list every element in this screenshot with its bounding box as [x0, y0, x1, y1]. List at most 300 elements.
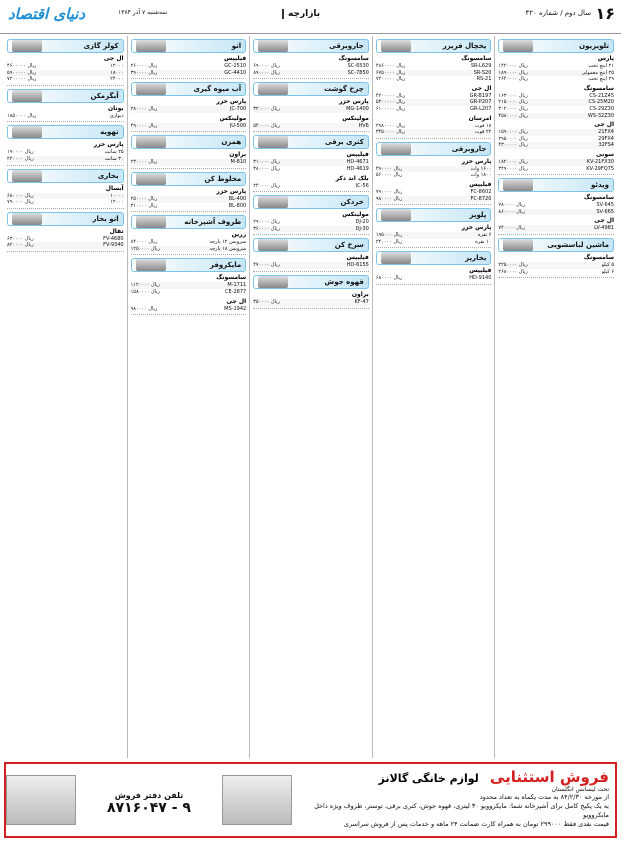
- category-header: [498, 39, 614, 53]
- price-row: [376, 123, 492, 130]
- price-row: [376, 196, 492, 203]
- item-model: ۲۱ اینچ تخت: [588, 63, 614, 69]
- item-price: ۸۴۰۰۰۰ ریال: [130, 239, 158, 246]
- product-thumbnail: [503, 40, 533, 52]
- section-divider: [7, 165, 124, 166]
- product-thumbnail: [136, 173, 166, 185]
- item-price: ۵۶۰۰۰۰ ریال: [375, 172, 403, 179]
- item-price: ۲۴۰۰۰۰ ریال: [375, 238, 403, 245]
- product-thumbnail: [12, 90, 42, 102]
- price-list-grid: [4, 36, 617, 758]
- item-price: ۲۸۰۰۰۰ ریال: [130, 106, 158, 113]
- section-divider: [253, 271, 369, 272]
- category-header: [131, 39, 247, 53]
- price-row: [7, 242, 124, 249]
- section-divider: [376, 284, 492, 285]
- brand-name: بلک اند دکر: [335, 174, 369, 182]
- item-price: ۷۴۰۰۰۰ ریال: [498, 225, 526, 232]
- item-price: ۷۸۰۰۰۰ ریال: [498, 202, 526, 209]
- brand-name: مولینکس: [342, 114, 369, 122]
- price-row: [7, 113, 124, 120]
- section-divider: [498, 234, 614, 235]
- product-thumbnail: [381, 143, 411, 155]
- category-header: [131, 172, 247, 186]
- item-model: ۵ کیلو: [601, 261, 614, 268]
- price-row: [498, 76, 614, 83]
- item-model: HV6: [358, 122, 369, 129]
- page-header: [0, 0, 621, 34]
- item-model: M-810: [230, 159, 247, 166]
- price-row: [498, 209, 614, 216]
- category-header: [131, 258, 247, 272]
- section-divider: [7, 121, 124, 122]
- brand-name: پارس: [597, 55, 614, 62]
- item-price: ۴۸۶۰۰۰۰ ریال: [375, 63, 406, 69]
- category-name: بخاری: [97, 171, 119, 180]
- category-header: [131, 82, 247, 96]
- item-model: ۲۵ سانت: [104, 149, 124, 156]
- brand-name: فیلیپس: [469, 180, 492, 188]
- brand-name: سامسونگ: [583, 84, 614, 92]
- price-row: [376, 63, 492, 70]
- section-divider: [7, 85, 124, 86]
- section-divider: [253, 191, 369, 192]
- item-price: ۳۰۲۰۰۰۰ ریال: [498, 105, 528, 112]
- section-divider: [498, 174, 614, 175]
- item-price: ۲۲۵۰۰۰۰ ریال: [498, 261, 528, 268]
- price-row: [498, 99, 614, 106]
- price-row: [253, 166, 369, 173]
- brand-name: سونی: [596, 150, 614, 158]
- price-row: [253, 219, 369, 226]
- brand-name: سامسونگ: [583, 253, 614, 261]
- price-row: [498, 136, 614, 143]
- item-price: ۵۹۰۰۰۰۰ ریال: [7, 69, 37, 76]
- item-price: ۱۸۹۰۰۰۰ ریال: [498, 69, 528, 76]
- category-header: [376, 39, 492, 53]
- item-model: DJ-20: [355, 219, 369, 226]
- item-model: WS-32Z30: [587, 112, 614, 119]
- category-header: [7, 125, 124, 139]
- price-row: [131, 63, 247, 70]
- section-divider: [253, 234, 369, 235]
- item-model: ۶ نفره: [477, 232, 492, 239]
- brand-name: آبسال: [105, 184, 124, 192]
- item-model: JC-56: [355, 182, 369, 189]
- price-row: [7, 193, 124, 200]
- ad-line-3: قیمت نقدی فقط ۲۹۹۰۰۰ تومان به همراه کارت ضمانت ۲۴ ماهه و خدمات پس از فروش سراسری: [343, 820, 609, 828]
- item-price: ۴۲۰۰۰۰۰ ریال: [375, 92, 406, 99]
- product-thumbnail: [136, 136, 166, 148]
- brand-name: مولینکس: [342, 211, 369, 219]
- price-row: [131, 196, 247, 203]
- category-header: [7, 39, 124, 53]
- item-price: ۶۸۰۰۰۰ ریال: [375, 275, 403, 282]
- item-model: MG-1400: [346, 106, 369, 113]
- ad-media: [6, 764, 292, 836]
- item-model: HD-4671: [346, 159, 369, 166]
- section-divider: [253, 308, 369, 309]
- item-price: ۶۳۰۰۰۰ ریال: [7, 235, 34, 242]
- item-model: 32FS4: [598, 142, 614, 149]
- price-row: [376, 232, 492, 239]
- item-price: ۸۶۰۰۰۰ ریال: [498, 208, 526, 215]
- category-header: [376, 142, 492, 156]
- category-header: [376, 251, 492, 265]
- brand-name: فیلیپس: [346, 254, 369, 262]
- product-thumbnail: [12, 40, 42, 52]
- item-model: M-1711: [227, 282, 247, 289]
- price-row: [253, 159, 369, 166]
- item-model: HD-6155: [346, 262, 369, 269]
- item-model: دیواری: [109, 112, 124, 119]
- section-divider: [7, 251, 124, 252]
- product-thumbnail: [503, 239, 533, 251]
- price-row: [376, 106, 492, 113]
- item-price: ۷۲۰۰۰۰۰ ریال: [7, 76, 37, 83]
- price-row: [376, 93, 492, 100]
- item-model: HD-4619: [346, 165, 369, 172]
- product-thumbnail: [258, 196, 288, 208]
- item-model: ۲۲ فوت: [474, 129, 492, 136]
- product-thumbnail: [136, 216, 166, 228]
- brand-name: فیلیپس: [223, 55, 247, 62]
- item-price: ۷۲۰۰۰۰۰ ریال: [375, 76, 406, 83]
- price-row: [376, 189, 492, 196]
- item-model: ۲۴۰۰۰: [110, 76, 124, 83]
- price-row: [7, 156, 124, 163]
- item-price: ۳۲۰۰۰۰ ریال: [253, 106, 280, 113]
- category-name: تهویه: [100, 128, 119, 137]
- category-name: همزن: [221, 138, 242, 147]
- brand-name: سامسونگ: [583, 194, 614, 202]
- section-divider: [253, 78, 369, 79]
- price-row: [376, 99, 492, 106]
- category-name: کولر گازی: [83, 42, 119, 50]
- price-row: [131, 159, 247, 166]
- date-info: سه‌شنبه ۷ آذر ۱۳۸۴: [118, 9, 168, 16]
- price-row: [253, 183, 369, 190]
- brand-name: فیلیپس: [469, 267, 492, 275]
- category-name: اتو بخار: [92, 214, 119, 223]
- page-number: ۱۶: [595, 4, 615, 23]
- category-header: [498, 178, 614, 192]
- category-name: ویدئو: [590, 181, 609, 190]
- brand-name: ال جی: [226, 297, 247, 305]
- item-price: ۲۲۰۰۰۰ ریال: [7, 155, 34, 162]
- item-model: GR-L207: [470, 105, 492, 112]
- price-row: [498, 93, 614, 100]
- category-name: چرخ گوشت: [324, 85, 364, 94]
- price-row: [7, 70, 124, 77]
- price-row: [253, 106, 369, 113]
- price-row: [498, 70, 614, 77]
- ad-line-2: به یک پکیج کامل برای آشپزخانه شما: مایکروویو ۳۰ لیتری، قهوه جوش، کتری برقی، توستر، ظروف ویژه داخل مایکروویو: [314, 802, 609, 819]
- issue-info: سال دوم / شماره ۴۲۰: [525, 9, 591, 17]
- price-row: [253, 70, 369, 77]
- item-price: ۱۲۵۰۰۰۰ ریال: [130, 245, 160, 252]
- brand-name: پارس خزر: [93, 141, 124, 149]
- category-header: [253, 135, 369, 149]
- price-row: [253, 299, 369, 306]
- item-price: ۱۸۵۰۰۰۰ ریال: [7, 112, 37, 119]
- item-model: ۲۹ اینچ تخت: [588, 76, 614, 83]
- category-name: مایکروفر: [209, 261, 242, 270]
- brand-name: سامسونگ: [461, 55, 492, 62]
- price-row: [131, 70, 247, 77]
- item-price: ۵۳۰۰۰۰۰ ریال: [375, 99, 406, 106]
- brand-name: پارس خزر: [338, 98, 369, 106]
- price-column: [249, 36, 372, 758]
- brand-name: پارس خزر: [461, 224, 492, 232]
- item-model: SC-7850: [347, 69, 369, 76]
- item-model: KV-21FX30: [586, 158, 614, 165]
- price-row: [253, 123, 369, 130]
- item-price: ۶۱۰۰۰۰۰ ریال: [375, 105, 406, 112]
- category-name: بخارپز: [465, 254, 487, 263]
- item-model: MS-1942: [224, 305, 247, 312]
- category-header: [253, 82, 369, 96]
- price-row: [376, 76, 492, 83]
- item-price: ۸۲۰۰۰۰ ریال: [7, 242, 34, 249]
- item-model: FV-4680: [103, 235, 124, 242]
- category-header: [253, 195, 369, 209]
- price-row: [376, 172, 492, 179]
- category-header: [131, 135, 247, 149]
- item-price: ۸۹۰۰۰۰ ریال: [253, 69, 280, 76]
- price-row: [498, 63, 614, 70]
- price-row: [376, 166, 492, 173]
- price-row: [498, 225, 614, 232]
- product-thumbnail: [258, 276, 288, 288]
- item-model: RS-21: [476, 76, 492, 83]
- item-model: ۱۰ نفره: [475, 238, 492, 245]
- price-row: [131, 306, 247, 313]
- price-row: [7, 149, 124, 156]
- item-price: ۳۵۰۰۰۰ ریال: [253, 298, 280, 305]
- item-price: ۹۸۰۰۰۰ ریال: [375, 195, 403, 202]
- price-row: [498, 106, 614, 113]
- ad-title: فروش استثنایی: [489, 768, 609, 786]
- item-price: ۳۸۰۰۰۰ ریال: [253, 165, 280, 172]
- newspaper-logo: دنیای اقتصاد: [8, 5, 86, 23]
- item-price: ۲۹۵۰۰۰۰ ریال: [498, 135, 528, 142]
- section-divider: [131, 78, 247, 79]
- ad-phone-label: تلفن دفتر فروش: [114, 790, 184, 800]
- ad-line-1: از مورخه ۸۴/۲/۳۰ به مدت یکماه به تعداد محدود: [479, 793, 609, 801]
- brand-name: سامسونگ: [338, 55, 369, 62]
- brand-name: فیلیپس: [346, 151, 369, 159]
- item-price: ۳۹۰۰۰۰ ریال: [130, 69, 158, 76]
- section-divider: [376, 138, 492, 139]
- item-model: ۱۸ فوت: [474, 122, 492, 129]
- section-divider: [376, 247, 492, 248]
- brand-name: بوتان: [107, 104, 124, 112]
- item-model: ۱۶۰۰ وات: [470, 165, 492, 172]
- item-price: ۱۵۸۰۰۰۰ ریال: [130, 288, 160, 295]
- brand-name: مولینکس: [219, 114, 247, 122]
- item-model: GC-4410: [224, 69, 247, 76]
- item-price: ۴۶۰۰۰۰۰ ریال: [7, 63, 37, 69]
- category-header: [7, 89, 124, 103]
- item-model: GR-B197: [469, 92, 492, 99]
- price-row: [376, 70, 492, 77]
- item-price: ۵۴۰۰۰۰ ریال: [253, 122, 280, 129]
- price-row: [498, 202, 614, 209]
- price-row: [7, 76, 124, 83]
- category-name: مخلوط کن: [204, 174, 242, 183]
- item-price: ۳۱۰۰۰۰ ریال: [130, 202, 158, 209]
- price-row: [253, 262, 369, 269]
- item-model: SV-645: [596, 202, 614, 209]
- category-name: خردکن: [340, 198, 364, 207]
- category-name: آبگرمکن: [90, 91, 119, 100]
- item-price: ۲۵۰۰۰۰ ریال: [130, 195, 158, 202]
- item-price: ۱۴۲۰۰۰۰ ریال: [498, 63, 528, 69]
- category-name: جاروبرقی: [451, 144, 487, 153]
- section-divider: [131, 254, 247, 255]
- product-thumbnail: [381, 40, 411, 52]
- price-row: [498, 262, 614, 269]
- category-header: [376, 208, 492, 222]
- item-model: 29FX4: [598, 135, 614, 142]
- price-row: [131, 282, 247, 289]
- item-price: ۴۳۰۰۰۰۰ ریال: [498, 142, 528, 149]
- item-model: ۲۵ اینچ معمولی: [581, 69, 614, 76]
- product-thumbnail: [136, 83, 166, 95]
- category-header: [7, 169, 124, 183]
- category-name: پلوپز: [469, 211, 487, 220]
- product-thumbnail: [381, 209, 411, 221]
- price-column: [4, 36, 127, 758]
- section-divider: [131, 314, 247, 315]
- brand-name: پارس خزر: [216, 98, 247, 106]
- price-row: [7, 63, 124, 70]
- category-name: سرخ کن: [334, 241, 364, 250]
- item-price: ۳۱۰۰۰۰ ریال: [253, 159, 280, 166]
- item-price: ۶۸۰۰۰۰ ریال: [7, 192, 34, 199]
- section-title: بازارچه: [282, 9, 320, 19]
- item-model: BL-400: [228, 195, 247, 202]
- product-thumbnail: [136, 40, 166, 52]
- product-thumbnail: [381, 252, 411, 264]
- item-model: FV-9340: [103, 242, 124, 249]
- price-row: [376, 239, 492, 246]
- item-model: CS-21Z45: [589, 92, 614, 99]
- item-model: FC-8602: [470, 188, 492, 195]
- product-thumbnail: [258, 40, 288, 52]
- item-price: ۲۴۰۰۰۰ ریال: [253, 182, 280, 189]
- price-row: [7, 199, 124, 206]
- category-header: [253, 275, 369, 289]
- item-price: ۲۹۸۰۰۰۰ ریال: [375, 122, 406, 129]
- item-model: CS-29Z30: [589, 105, 614, 112]
- item-model: DJ-30: [355, 225, 369, 232]
- category-name: آب میوه گیری: [193, 85, 242, 94]
- product-thumbnail: [258, 136, 288, 148]
- price-row: [253, 226, 369, 233]
- item-model: CS-25M20: [588, 99, 614, 106]
- section-divider: [376, 204, 492, 205]
- section-divider: [131, 211, 247, 212]
- price-column: [127, 36, 250, 758]
- item-price: ۱۵۹۰۰۰۰ ریال: [498, 129, 528, 136]
- price-row: [498, 113, 614, 120]
- item-price: ۲۶۴۰۰۰۰ ریال: [498, 76, 528, 83]
- item-model: ۱۲۰۰۰: [110, 63, 124, 69]
- item-price: ۲۱۵۰۰۰۰ ریال: [498, 99, 528, 106]
- price-row: [376, 129, 492, 136]
- price-row: [498, 269, 614, 276]
- price-row: [131, 239, 247, 246]
- item-model: FC-8720: [470, 195, 492, 202]
- category-name: قهوه جوش: [324, 277, 364, 286]
- price-row: [376, 275, 492, 282]
- item-model: 21FX4: [598, 129, 614, 136]
- item-price: ۲۹۰۰۰۰ ریال: [253, 219, 280, 226]
- item-price: ۳۴۵۰۰۰۰ ریال: [375, 129, 406, 136]
- category-header: [7, 212, 124, 226]
- section-divider: [253, 131, 369, 132]
- section-divider: [131, 168, 247, 169]
- item-model: ۶ کیلو: [601, 268, 614, 275]
- brand-name: تفال: [109, 227, 124, 235]
- item-model: BL-800: [228, 202, 247, 209]
- price-row: [131, 203, 247, 210]
- item-model: GC-2510: [224, 63, 247, 69]
- price-row: [7, 236, 124, 243]
- brand-name: امرسان: [468, 114, 492, 122]
- product-thumbnail: [503, 179, 533, 191]
- item-price: ۶۷۵۰۰۰۰ ریال: [375, 69, 406, 76]
- product-thumbnail: [12, 170, 42, 182]
- kitchen-set-image: [222, 775, 292, 825]
- item-model: KV-29FQ75: [586, 165, 614, 172]
- section-divider: [498, 277, 614, 278]
- item-price: ۱۹۵۰۰۰ ریال: [375, 232, 403, 239]
- brand-name: ال جی: [594, 217, 614, 225]
- price-row: [498, 129, 614, 136]
- price-row: [498, 159, 614, 166]
- category-header: [498, 238, 614, 252]
- item-model: HD-9140: [469, 275, 492, 282]
- brand-name: پارس خزر: [216, 187, 247, 195]
- item-price: ۳۶۰۰۰۰ ریال: [253, 225, 280, 232]
- category-name: یخچال فریزر: [442, 42, 487, 50]
- brand-name: زرین: [231, 231, 247, 239]
- item-price: ۳۴۹۰۰۰۰ ریال: [498, 165, 528, 172]
- price-row: [131, 246, 247, 253]
- item-model: سرویس ۱۲ پارچه: [209, 239, 247, 246]
- brand-name: براون: [229, 151, 247, 159]
- brand-name: ال جی: [471, 84, 492, 92]
- item-price: ۴۵۸۰۰۰۰ ریال: [498, 112, 528, 119]
- item-model: ۳۰ سانت: [104, 155, 124, 162]
- item-price: ۱۸۲۰۰۰۰ ریال: [498, 158, 528, 165]
- item-price: ۷۹۰۰۰۰ ریال: [375, 188, 403, 195]
- advertisement: [4, 762, 617, 838]
- brand-name: براون: [351, 290, 369, 298]
- category-name: اتو: [231, 42, 242, 50]
- item-model: SR-S20: [473, 69, 492, 76]
- category-name: کتری برقی: [325, 138, 364, 147]
- price-row: [498, 166, 614, 173]
- item-price: ۱۱۲۰۰۰۰ ریال: [130, 282, 160, 289]
- item-price: ۱۶۳۰۰۰۰ ریال: [498, 92, 528, 99]
- ad-phone-number: ۸۷۱۶۰۴۷ - ۹: [107, 799, 191, 816]
- product-thumbnail: [258, 239, 288, 251]
- ad-phone: [84, 785, 214, 816]
